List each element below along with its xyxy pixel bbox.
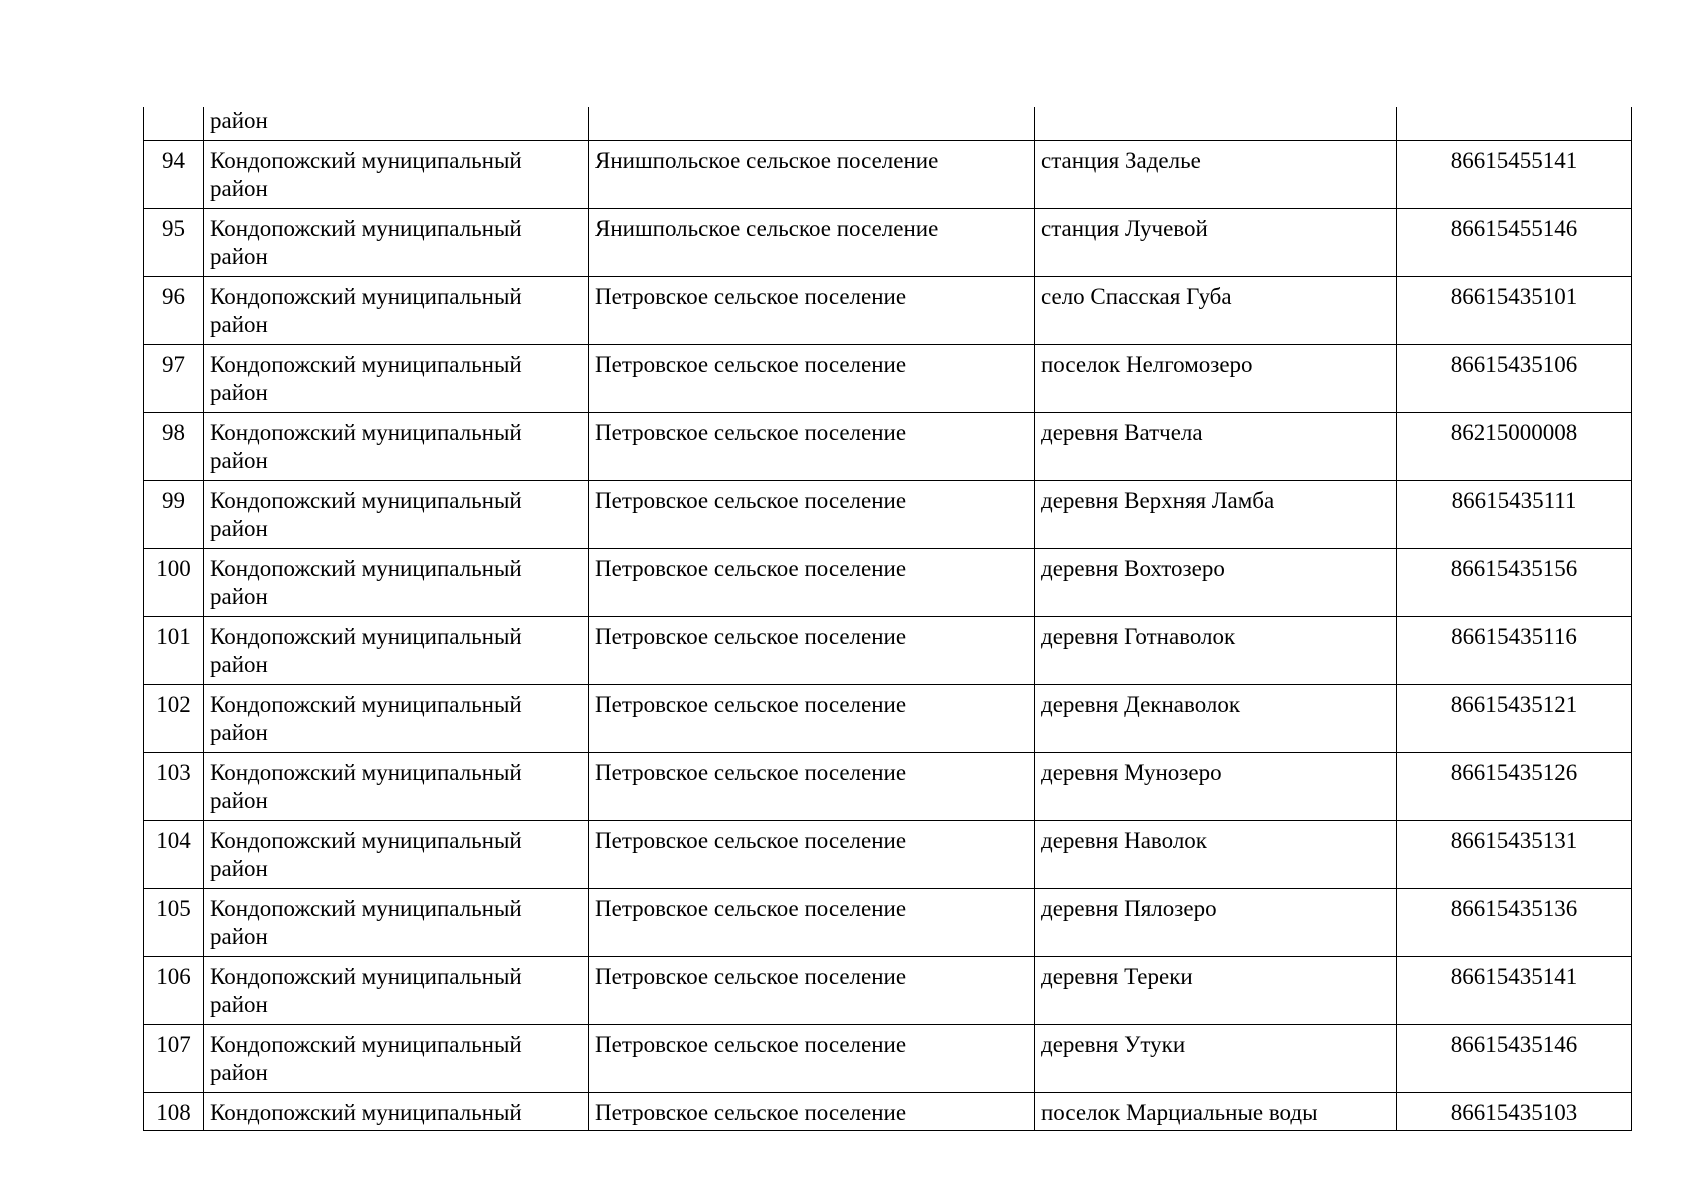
- district-cell: [204, 549, 589, 617]
- district-cell: [204, 413, 589, 481]
- table-row: [144, 413, 1632, 481]
- locality-cell: деревня Утуки: [1035, 1025, 1397, 1093]
- district-cell: [204, 107, 589, 141]
- district-cell: [204, 753, 589, 821]
- settlement-cell: Петровское сельское поселение: [589, 277, 1035, 345]
- district-cell: [204, 209, 589, 277]
- table-row: [144, 277, 1632, 345]
- district-text: Кондопожский муниципальный: [210, 1032, 522, 1057]
- locality-cell: село Спасская Губа: [1035, 277, 1397, 345]
- table-row: [144, 753, 1632, 821]
- num-cell: 98: [144, 413, 204, 481]
- num-cell: 105: [144, 889, 204, 957]
- table-row: [144, 141, 1632, 209]
- num-cell: 104: [144, 821, 204, 889]
- settlement-cell: Петровское сельское поселение: [589, 957, 1035, 1025]
- district-text: Кондопожский муниципальный: [210, 148, 522, 173]
- district-text: Кондопожский муниципальный: [210, 624, 522, 649]
- table-row: [144, 617, 1632, 685]
- num-cell: 102: [144, 685, 204, 753]
- settlement-cell: Янишпольское сельское поселение: [589, 209, 1035, 277]
- code-cell: 86615435106: [1397, 345, 1632, 413]
- district-text: район: [210, 448, 268, 473]
- district-text: район: [210, 788, 268, 813]
- settlement-cell: Янишпольское сельское поселение: [589, 141, 1035, 209]
- code-cell: [1397, 107, 1632, 141]
- settlement-cell: Петровское сельское поселение: [589, 617, 1035, 685]
- district-cell: [204, 821, 589, 889]
- num-cell: 94: [144, 141, 204, 209]
- code-cell: 86615435116: [1397, 617, 1632, 685]
- settlement-cell: Петровское сельское поселение: [589, 549, 1035, 617]
- district-text: Кондопожский муниципальный: [210, 284, 522, 309]
- district-cell: [204, 889, 589, 957]
- district-cell: [204, 685, 589, 753]
- locality-cell: станция Заделье: [1035, 141, 1397, 209]
- district-cell: [204, 141, 589, 209]
- settlement-cell: [589, 107, 1035, 141]
- code-cell: 86215000008: [1397, 413, 1632, 481]
- num-cell: 95: [144, 209, 204, 277]
- district-text: район: [210, 108, 268, 133]
- district-text: Кондопожский муниципальный: [210, 352, 522, 377]
- table-row: [144, 957, 1632, 1025]
- locality-cell: деревня Ватчела: [1035, 413, 1397, 481]
- table-row-continuation: [144, 107, 1632, 141]
- district-text: район: [210, 1060, 268, 1085]
- district-text: Кондопожский муниципальный: [210, 828, 522, 853]
- settlement-cell: Петровское сельское поселение: [589, 1093, 1035, 1131]
- locality-cell: деревня Готнаволок: [1035, 617, 1397, 685]
- settlement-cell: Петровское сельское поселение: [589, 889, 1035, 957]
- locality-cell: деревня Наволок: [1035, 821, 1397, 889]
- district-cell: [204, 277, 589, 345]
- district-text: район: [210, 652, 268, 677]
- table-body: [144, 107, 1632, 1131]
- code-cell: 86615435101: [1397, 277, 1632, 345]
- settlement-cell: Петровское сельское поселение: [589, 685, 1035, 753]
- locality-cell: поселок Нелгомозеро: [1035, 345, 1397, 413]
- district-text: Кондопожский муниципальный: [210, 692, 522, 717]
- num-cell: 97: [144, 345, 204, 413]
- district-text: Кондопожский муниципальный: [210, 420, 522, 445]
- district-text: Кондопожский муниципальный: [210, 964, 522, 989]
- district-text: Кондопожский муниципальный: [210, 760, 522, 785]
- locality-cell: деревня Вохтозеро: [1035, 549, 1397, 617]
- settlement-cell: Петровское сельское поселение: [589, 481, 1035, 549]
- district-text: Кондопожский муниципальный: [210, 1100, 522, 1125]
- code-cell: 86615435131: [1397, 821, 1632, 889]
- district-cell: [204, 345, 589, 413]
- settlement-cell: Петровское сельское поселение: [589, 413, 1035, 481]
- district-text: район: [210, 856, 268, 881]
- district-text: Кондопожский муниципальный: [210, 896, 522, 921]
- district-text: район: [210, 244, 268, 269]
- district-text: район: [210, 720, 268, 745]
- code-cell: 86615455141: [1397, 141, 1632, 209]
- district-text: район: [210, 584, 268, 609]
- code-cell: 86615435156: [1397, 549, 1632, 617]
- settlement-cell: Петровское сельское поселение: [589, 821, 1035, 889]
- table-row: [144, 481, 1632, 549]
- table-row: [144, 549, 1632, 617]
- num-cell: 107: [144, 1025, 204, 1093]
- settlement-cell: Петровское сельское поселение: [589, 753, 1035, 821]
- locality-cell: станция Лучевой: [1035, 209, 1397, 277]
- locality-cell: деревня Тереки: [1035, 957, 1397, 1025]
- table-row: [144, 345, 1632, 413]
- table-row: [144, 889, 1632, 957]
- settlements-table: [143, 107, 1632, 1131]
- table-row: [144, 685, 1632, 753]
- district-text: район: [210, 516, 268, 541]
- code-cell: 86615435126: [1397, 753, 1632, 821]
- locality-cell: деревня Пялозеро: [1035, 889, 1397, 957]
- code-cell: 86615435103: [1397, 1093, 1632, 1131]
- code-cell: 86615435146: [1397, 1025, 1632, 1093]
- settlement-cell: Петровское сельское поселение: [589, 345, 1035, 413]
- locality-cell: деревня Декнаволок: [1035, 685, 1397, 753]
- code-cell: 86615435121: [1397, 685, 1632, 753]
- district-cell: [204, 1025, 589, 1093]
- locality-cell: [1035, 107, 1397, 141]
- num-cell: 101: [144, 617, 204, 685]
- district-text: район: [210, 924, 268, 949]
- code-cell: 86615435141: [1397, 957, 1632, 1025]
- district-text: район: [210, 992, 268, 1017]
- district-text: район: [210, 176, 268, 201]
- settlement-cell: Петровское сельское поселение: [589, 1025, 1035, 1093]
- district-text: Кондопожский муниципальный: [210, 216, 522, 241]
- code-cell: 86615455146: [1397, 209, 1632, 277]
- num-cell: 100: [144, 549, 204, 617]
- district-cell: [204, 1093, 589, 1131]
- district-cell: [204, 481, 589, 549]
- num-cell: 103: [144, 753, 204, 821]
- num-cell: 106: [144, 957, 204, 1025]
- num-cell: 99: [144, 481, 204, 549]
- code-cell: 86615435136: [1397, 889, 1632, 957]
- code-cell: 86615435111: [1397, 481, 1632, 549]
- district-text: Кондопожский муниципальный: [210, 556, 522, 581]
- table-row: [144, 821, 1632, 889]
- num-cell: 108: [144, 1093, 204, 1131]
- district-cell: [204, 617, 589, 685]
- district-text: район: [210, 380, 268, 405]
- table-row: [144, 1093, 1632, 1131]
- num-cell: [144, 107, 204, 141]
- locality-cell: деревня Верхняя Ламба: [1035, 481, 1397, 549]
- table-row: [144, 209, 1632, 277]
- table-row: [144, 1025, 1632, 1093]
- num-cell: 96: [144, 277, 204, 345]
- district-text: район: [210, 312, 268, 337]
- district-cell: [204, 957, 589, 1025]
- district-text: Кондопожский муниципальный: [210, 488, 522, 513]
- locality-cell: поселок Марциальные воды: [1035, 1093, 1397, 1131]
- locality-cell: деревня Мунозеро: [1035, 753, 1397, 821]
